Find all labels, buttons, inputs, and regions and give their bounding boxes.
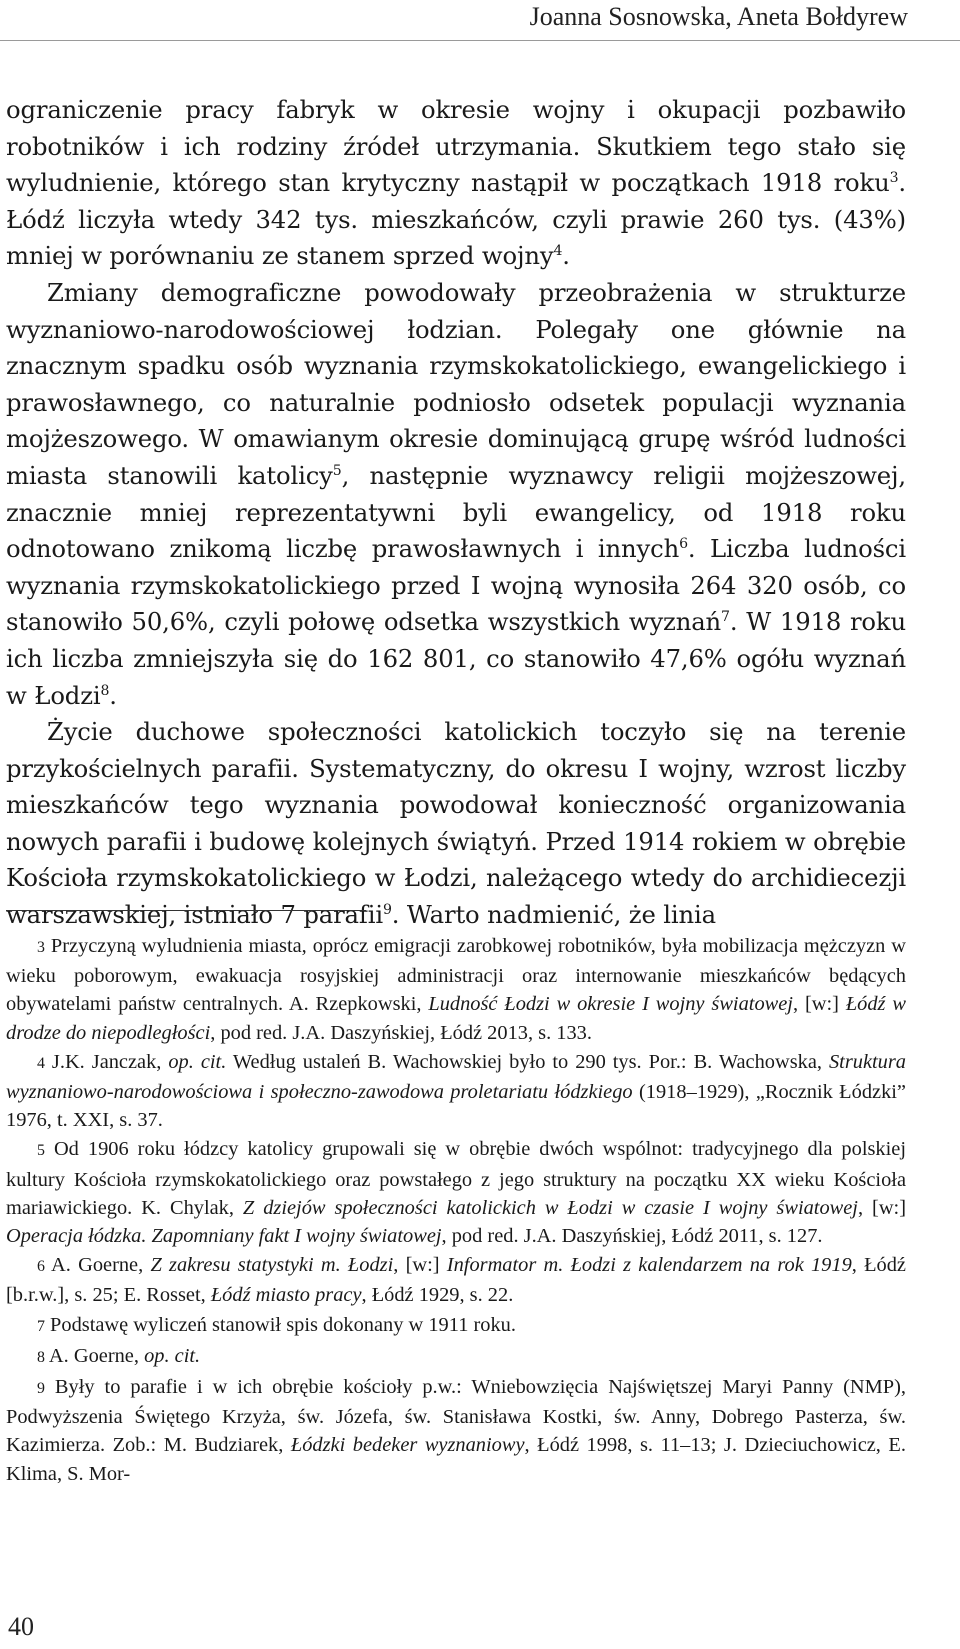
footnote-text: Od 1906 roku łódzcy katolicy grupowali się w obrębie dwóch wspólnot: tradycyjnego dla polskiej kultury Kościoła rzymskokatolickiego oraz powstałego z jego struktury na początku XX wieku Kościoła mariawickiego. K. Chylak,: [6, 1138, 906, 1219]
footnote-title: Z zakresu statystyki m. Łodzi: [150, 1254, 394, 1277]
footnote-text: , pod red. J.A. Daszyńskiej, Łódź 2013, s. 133.: [210, 1021, 592, 1044]
footnote-title: Łódzki bedeker wyznaniowy: [290, 1434, 525, 1457]
footnote-text: , [w:]: [393, 1254, 447, 1277]
paragraph-3: [6, 714, 906, 934]
footnote-ref[interactable]: 6: [679, 535, 688, 552]
footnote-title: op. cit.: [144, 1344, 201, 1367]
paragraph-text: . Liczba ludności wyznania rzymskokatolickiego przed I wojną wynosiła 264 320 osób, co stanowiło 50,6%, czyli połowę odsetka wszystkich wyznań: [6, 534, 906, 637]
main-text: [6, 92, 906, 934]
footnote-text: Były to parafie i w ich obrębie kościoły p.w.: Wniebowzięcia Najświętszej Maryi Panny (NMP), Podwyższenia Świętego Krzyża, św. Józefa, św. Stanisława Kostki, św. Anny, Dobrego Pasterza, św. Kazimierza. Zob.: M. Budziarek,: [6, 1376, 906, 1457]
footnote-text: Według ustaleń B. Wachowskiej było to 290 tys. Por.: B. Wachowska,: [226, 1050, 829, 1073]
footnote-3: [6, 932, 906, 1047]
footnote-ref[interactable]: 3: [889, 170, 899, 187]
footnote-title: Struktura wyznaniowo-narodowościowa i społeczno-zawodowa proletariatu łódzkiego: [6, 1050, 906, 1104]
footnote-text: , Łódź [b.r.w.], s. 25; E. Rosset,: [6, 1254, 906, 1307]
page-number: 40: [8, 1612, 34, 1641]
footnote-title: Operacja łódzka. Zapomniany fakt I wojny światowej: [6, 1225, 442, 1248]
footnote-separator: [6, 910, 366, 911]
footnote-text: J.K. Janczak,: [44, 1050, 169, 1073]
footnote-text: , [w:]: [857, 1196, 906, 1219]
footnote-ref[interactable]: 9: [382, 901, 392, 918]
paragraph-text: ograniczenie pracy fabryk w okresie wojny i okupacji pozbawiło robotników i ich rodziny źródeł utrzymania. Skutkiem tego stało się wyludnienie, którego stan krytyczny nastąpił w początkach 1918 roku: [6, 95, 906, 198]
footnote-ref[interactable]: 5: [332, 462, 342, 479]
footnote-number: 9: [37, 1380, 45, 1398]
footnote-8: [6, 1342, 906, 1372]
footnote-number: 3: [37, 939, 45, 956]
paragraph-1: [6, 92, 906, 275]
paragraph-text: , następnie wyznawcy religii mojżeszowej, znacznie mniej reprezentatywni byli ewangelicy, od 1918 roku odnotowano znikomą liczbę prawosławnych i innych: [6, 460, 906, 564]
paragraph-text: .: [109, 680, 117, 710]
footnote-number: 7: [37, 1317, 45, 1335]
footnote-title: Z dziejów społeczności katolickich w Łodzi w czasie I wojny światowej: [242, 1196, 858, 1219]
footnote-title: Łódź miasto pracy: [210, 1284, 362, 1307]
footnote-text: , Łódź 1929, s. 22.: [361, 1284, 514, 1307]
footnote-text: , pod red. J.A. Daszyńskiej, Łódź 2011, s. 127.: [441, 1225, 823, 1248]
footnote-title: Łódź w drodze do niepodległości: [6, 993, 906, 1044]
footnote-text: A. Goerne,: [44, 1254, 151, 1277]
footnote-number: 4: [37, 1054, 45, 1072]
paragraph-2: [6, 275, 906, 714]
footnote-text: Przyczyną wyludnienia miasta, oprócz emigracji zarobkowej robotników, była mobilizacja mężczyzn w wieku poborowym, ewakuacja rosyjskiej administracji oraz internowanie mieszkańców będących obywatelami państw centralnych. A. Rzepkowski,: [6, 935, 906, 1016]
footnote-text: , [w:]: [792, 993, 846, 1016]
footnote-ref[interactable]: 8: [100, 682, 110, 699]
footnote-ref[interactable]: 4: [553, 243, 563, 260]
footnote-text: Podstawę wyliczeń stanowił spis dokonany w 1911 roku.: [44, 1313, 516, 1336]
paragraph-text: Zmiany demograficzne powodowały przeobrażenia w strukturze wyznaniowo-narodowościowej łodzian. Polegały one głównie na znacznym spadku osób wyznania rzymskokatolickiego, ewangelickiego i prawosławnego, co naturalnie podniosło odsetek populacji wyznania mojżeszowego. W omawianym okresie dominującą grupę wśród ludności miasta stanowili katolicy: [6, 277, 906, 490]
footnote-5: [6, 1135, 906, 1250]
footnote-title: Informator m. Łodzi z kalendarzem na rok 1919: [446, 1254, 852, 1277]
footnote-ref[interactable]: 7: [721, 609, 730, 626]
footnote-6: [6, 1251, 906, 1309]
paragraph-text: Życie duchowe społeczności katolickich toczyło się na terenie przykościelnych parafii. Systematyczny, do okresu I wojny, wzrost liczby mieszkańców tego wyznania powodował konieczność organizowania nowych parafii i budowę kolejnych świątyń. Przed 1914 rokiem w obrębie Kościoła rzymskokatolickiego w Łodzi, należącego wtedy do archidiecezji warszawskiej, istniało 7 parafii: [6, 717, 906, 930]
footnote-7: [6, 1311, 906, 1341]
footnotes: [6, 932, 906, 1489]
footnote-number: 6: [37, 1258, 45, 1276]
running-title: Joanna Sosnowska, Aneta Bołdyrew: [529, 2, 908, 31]
footnote-9: [6, 1373, 906, 1488]
footnote-text: A. Goerne,: [44, 1344, 145, 1367]
paragraph-text: . W 1918 roku ich liczba zmniejszyła się do 162 801, co stanowiło 47,6% ogółu wyznań w Łodzi: [6, 607, 906, 710]
footnote-4: [6, 1048, 906, 1135]
running-header: [0, 0, 960, 41]
paragraph-text: . Warto nadmienić, że linia: [391, 900, 716, 930]
footnote-text: (1918–1929), „Rocznik Łódzki” 1976, t. XXI, s. 37.: [6, 1081, 906, 1132]
footnote-title: op. cit.: [168, 1050, 227, 1073]
footnote-number: 5: [37, 1142, 45, 1160]
footnote-title: Ludność Łodzi w okresie I wojny światowej: [428, 993, 793, 1016]
footnote-text: , Łódź 1998, s. 11–13; J. Dzieciuchowicz, E. Klima, S. Mor-: [6, 1434, 906, 1485]
footnote-number: 8: [37, 1348, 45, 1366]
paragraph-text: .: [562, 241, 570, 271]
paragraph-text: . Łódź liczyła wtedy 342 tys. mieszkańców, czyli prawie 260 tys. (43%) mniej w porównaniu ze stanem sprzed wojny: [6, 168, 906, 271]
